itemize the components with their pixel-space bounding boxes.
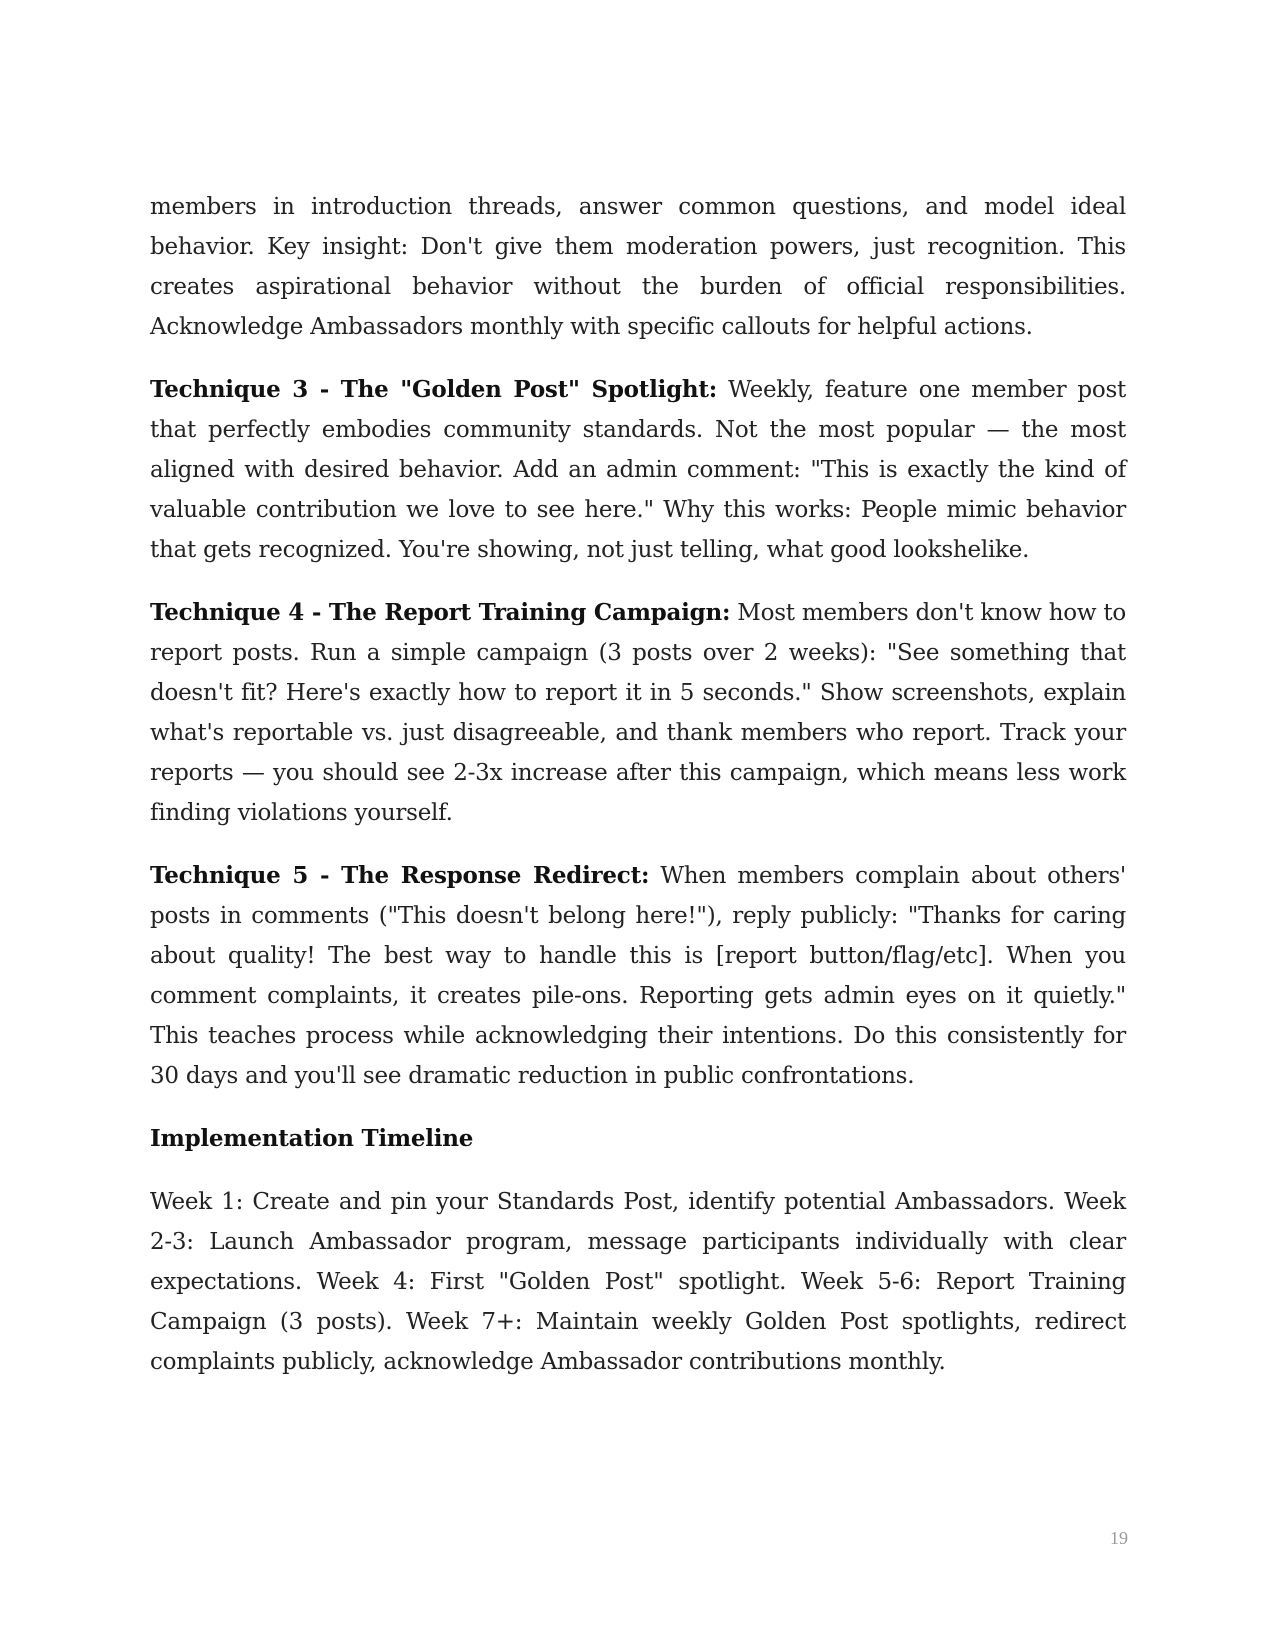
technique-3-title: Technique 3 - The "Golden Post" Spotlight: <box>150 376 718 403</box>
technique-5-body: When members complain about others' posts in comments ("This doesn't belong here!"), reply publicly: "Thanks for caring about quality! The best way to handle this is [report button/flag/etc]. When you comment complaints, it creates pile-ons. Reporting gets admin eyes on it quietly." This teaches process while acknowledging their intentions. Do this consistently for 30 days and you'll see dramatic reduction in public confrontations. <box>150 863 1126 1089</box>
technique-5-title: Technique 5 - The Response Redirect: <box>150 862 650 889</box>
timeline-paragraph: Week 1: Create and pin your Standards Post, identify potential Ambassadors. Week 2-3: Launch Ambassador program, message participants individually with clear expectations. Week 4: First "Golden Post" spotlight. Week 5-6: Report Training Campaign (3 posts). Week 7+: Maintain weekly Golden Post spotlights, redirect complaints publicly, acknowledge Ambassador contributions monthly. <box>150 1189 1126 1375</box>
technique-4-paragraph <box>150 593 1126 833</box>
timeline-heading: Implementation Timeline <box>150 1125 474 1152</box>
technique-4-body: Most members don't know how to report posts. Run a simple campaign (3 posts over 2 weeks): "See something that doesn't fit? Here's exactly how to report it in 5 seconds." Show screenshots, explain what's reportable vs. just disagreeable, and thank members who report. Track your reports — you should see 2-3x increase after this campaign, which means less work finding violations yourself. <box>150 600 1127 826</box>
technique-4-title: Technique 4 - The Report Training Campaign: <box>150 599 731 626</box>
technique-3-paragraph <box>150 370 1126 570</box>
page-number: 19 <box>1110 1528 1128 1548</box>
technique-3-body: Weekly, feature one member post that perfectly embodies community standards. Not the most popular — the most aligned with desired behavior. Add an admin comment: "This is exactly the kind of valuable contribution we love to see here." Why this works: People mimic behavior that gets recognized. You're showing, not just telling, what good lookshelike. <box>150 377 1127 563</box>
technique-5-paragraph <box>150 856 1126 1096</box>
intro-paragraph: members in introduction threads, answer common questions, and model ideal behavior. Key insight: Don't give them moderation powers, just recognition. This creates aspirational behavior without the burden of official responsibilities. Acknowledge Ambassadors monthly with specific callouts for helpful actions. <box>150 194 1126 340</box>
page-body <box>150 187 1126 1405</box>
